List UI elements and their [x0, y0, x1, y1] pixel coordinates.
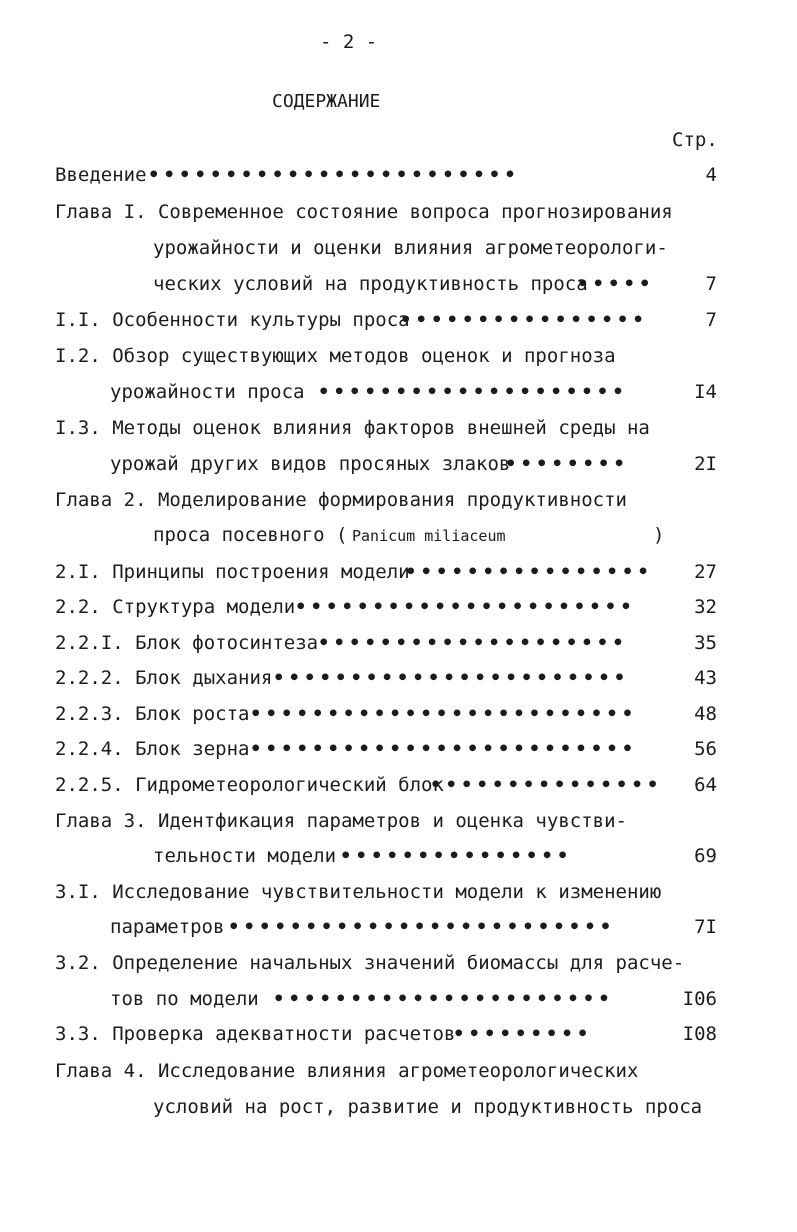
toc-entry-3-2-cont: тов по модели: [110, 988, 259, 1010]
toc-page-3-2: I06: [682, 988, 717, 1010]
toc-entry-1-2-cont: урожайности проса: [110, 381, 305, 403]
leader-dots: •••••••••••••••••••••••: [273, 667, 630, 689]
toc-entry-2-1: 2.I. Принципы построения модели: [55, 561, 410, 583]
toc-page-2-2-2: 43: [694, 667, 717, 689]
leader-dots: •••••••••••••••••••••••••: [250, 738, 638, 760]
toc-page-2-2-4: 56: [694, 738, 717, 760]
leader-dots: ••••••••••••••••: [400, 309, 648, 331]
leader-dots: ••••••••••••••••••••: [318, 381, 628, 403]
toc-entry-chapter-1: Глава I. Современное состояние вопроса прогнозирования: [55, 201, 673, 223]
toc-entry-1-3: I.3. Методы оценок влияния факторов внешней среды на: [55, 417, 650, 439]
toc-entry-2-2-2: 2.2.2. Блок дыхания: [55, 667, 273, 689]
toc-entry-chapter-2-cont: проса посевного (: [153, 524, 348, 546]
toc-page-2-2-5: 64: [694, 774, 717, 796]
toc-page-1-2: I4: [694, 381, 717, 403]
toc-entry-chapter-4-cont: условий на рост, развитие и продуктивность проса: [153, 1096, 703, 1118]
leader-dots: •••••••••••••••: [340, 845, 573, 867]
toc-entry-2-2-4: 2.2.4. Блок зерна: [55, 738, 250, 760]
toc-page-2-1: 27: [694, 561, 717, 583]
leader-dots: ••••••••••••••••••••••: [295, 596, 636, 618]
toc-entry-chapter-1-cont: урожайности и оценки влияния агрометеорологи-: [153, 237, 668, 259]
leader-dots: ••••••••••••••••••••••••: [148, 164, 520, 186]
toc-entry-1-3-cont: урожай других видов просяных злаков: [110, 453, 511, 475]
toc-entry-chapter-4: Глава 4. Исследование влияния агрометеорологических: [55, 1060, 639, 1082]
leader-dots: •••••••••: [453, 1023, 593, 1045]
toc-page-2-2: 32: [694, 596, 717, 618]
toc-entry-2-2-5: 2.2.5. Гидрометеорологический блок: [55, 774, 444, 796]
toc-entry-chapter-1-cont: ческих условий на продуктивность проса: [153, 273, 588, 295]
leader-dots: ••••••••••••••••: [405, 561, 653, 583]
contents-title: СОДЕРЖАНИЕ: [272, 91, 381, 112]
page-column-header: Стр.: [672, 129, 718, 151]
toc-entry-2-2-1: 2.2.I. Блок фотосинтеза: [55, 632, 319, 654]
toc-entry-1-2: I.2. Обзор существующих методов оценок и прогноза: [55, 345, 616, 367]
toc-page-2-2-1: 35: [694, 632, 717, 654]
toc-entry-chapter-3: Глава 3. Идентфикация параметров и оценка чувстви-: [55, 810, 627, 832]
toc-page-2-2-3: 48: [694, 703, 717, 725]
closing-parenthesis: ): [653, 524, 665, 546]
leader-dots: •••••••••••••••••••••••••: [228, 916, 616, 938]
leader-dots: •••••••••••••••: [430, 774, 663, 796]
toc-entry-3-3: 3.3. Проверка адекватности расчетов: [55, 1023, 456, 1045]
toc-page-1-3: 2I: [694, 453, 717, 475]
toc-page-3-1: 7I: [694, 916, 717, 938]
toc-page-3-3: I08: [682, 1023, 717, 1045]
toc-entry-2-2-3: 2.2.3. Блок роста: [55, 703, 250, 725]
latin-species-name: Panicum miliaceum: [352, 527, 506, 545]
toc-entry-3-1: 3.I. Исследование чувствительности модели к изменению: [55, 881, 662, 903]
leader-dots: ••••••••••••••••••••: [318, 632, 628, 654]
leader-dots: ••••••••: [505, 453, 629, 475]
toc-entry-3-2: 3.2. Определение начальных значений биомассы для расче-: [55, 952, 685, 974]
toc-page-chapter-3: 69: [694, 845, 717, 867]
toc-page-intro: 4: [705, 164, 717, 186]
toc-page-chapter-1: 7: [705, 273, 717, 295]
leader-dots: •••••••••••••••••••••••••: [250, 703, 638, 725]
toc-entry-intro: Введение: [55, 164, 147, 186]
toc-entry-chapter-3-cont: тельности модели: [153, 845, 337, 867]
toc-entry-1-1: I.I. Особенности культуры проса: [55, 309, 410, 331]
leader-dots: •••••: [577, 273, 655, 295]
leader-dots: ••••••••••••••••••••••: [273, 988, 614, 1010]
toc-entry-2-2: 2.2. Структура модели: [55, 596, 296, 618]
toc-entry-3-1-cont: параметров: [110, 916, 225, 938]
toc-page-1-1: 7: [705, 309, 717, 331]
page-number: - 2 -: [320, 31, 378, 53]
toc-entry-chapter-2: Глава 2. Моделирование формирования продуктивности: [55, 489, 627, 511]
